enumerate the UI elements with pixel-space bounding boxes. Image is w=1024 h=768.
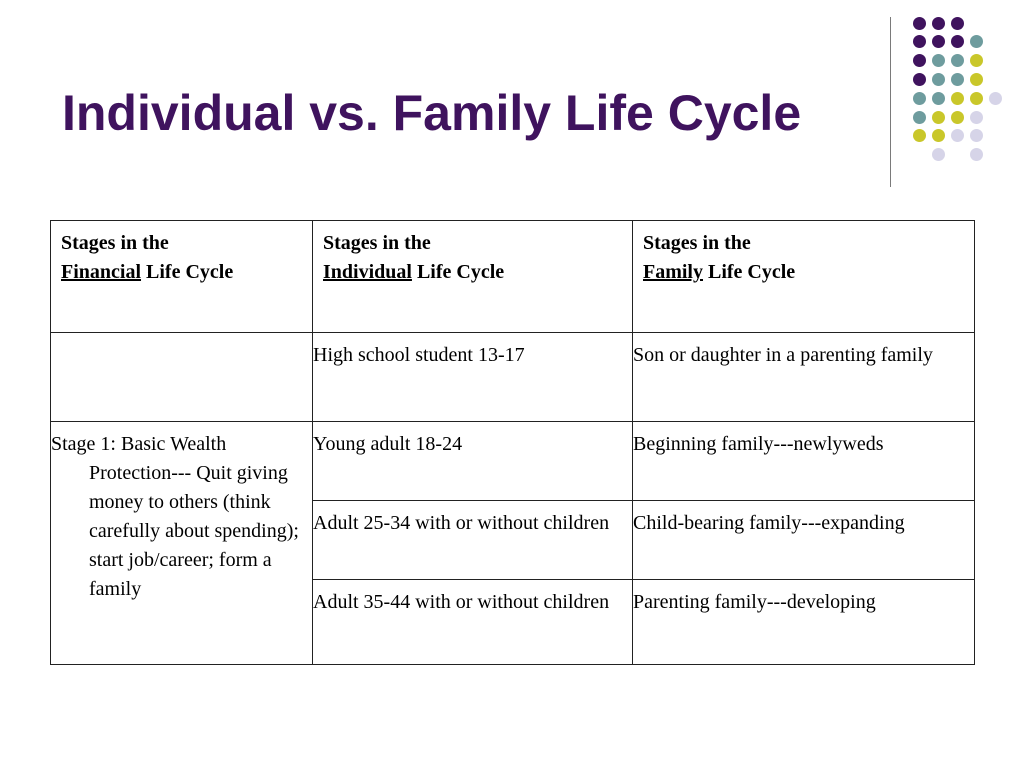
decorative-dot [913,54,926,67]
decorative-dot [970,54,983,67]
cell-financial-stage1: Stage 1: Basic Wealth Protection--- Quit giving money to others (think carefully about spending); start job/career; form a family [51,422,313,665]
decorative-dot [913,17,926,30]
decorative-dot [932,92,945,105]
cell-individual-adult-35-44: Adult 35-44 with or without children [313,580,633,665]
decorative-dot [951,17,964,30]
cell-family-son-or-daughter: Son or daughter in a parenting family [633,333,975,422]
decorative-dot [951,92,964,105]
slide-title: Individual vs. Family Life Cycle [62,85,802,141]
table-header-row [51,221,975,333]
cell-individual-high-school: High school student 13-17 [313,333,633,422]
decorative-dot [913,73,926,86]
decorative-dot [932,148,945,161]
table-row [51,333,975,422]
decorative-dot [913,92,926,105]
header-individual-keyword: Individual [323,261,412,283]
decorative-dot [989,92,1002,105]
header-financial [51,221,313,333]
decorative-dot [932,129,945,142]
cell-individual-adult-25-34: Adult 25-34 with or without children [313,501,633,580]
header-family-keyword: Family [643,261,703,283]
decorative-dot [951,129,964,142]
header-financial-keyword: Financial [61,261,142,283]
decorative-dot [913,35,926,48]
decorative-dot [970,111,983,124]
header-family-line1: Stages in the [643,232,751,254]
decorative-dot [951,54,964,67]
decorative-dot [932,35,945,48]
decorative-dot [970,129,983,142]
decorative-dot [951,73,964,86]
title-divider-line [890,17,891,187]
header-family-rest: Life Cycle [703,261,796,283]
decorative-dot [932,73,945,86]
decorative-dot [970,73,983,86]
decorative-dot [970,35,983,48]
decorative-dot [951,35,964,48]
header-family [633,221,975,333]
cell-individual-young-adult: Young adult 18-24 [313,422,633,501]
cell-family-child-bearing: Child-bearing family---expanding [633,501,975,580]
header-financial-rest: Life Cycle [141,261,234,283]
header-individual-rest: Life Cycle [411,261,505,283]
decorative-dot [913,129,926,142]
header-financial-line1: Stages in the [61,232,169,254]
decorative-dot [970,148,983,161]
decorative-dot [932,17,945,30]
cell-family-parenting: Parenting family---developing [633,580,975,665]
decorative-dot [932,54,945,67]
decorative-dot [932,111,945,124]
header-individual-line1: Stages in the [323,232,431,254]
life-cycle-table [50,220,975,665]
header-individual [313,221,633,333]
decorative-dot [913,111,926,124]
cell-family-beginning: Beginning family---newlyweds [633,422,975,501]
table-row [51,422,975,501]
cell-financial-empty [51,333,313,422]
decorative-dot [970,92,983,105]
decorative-dot [951,111,964,124]
